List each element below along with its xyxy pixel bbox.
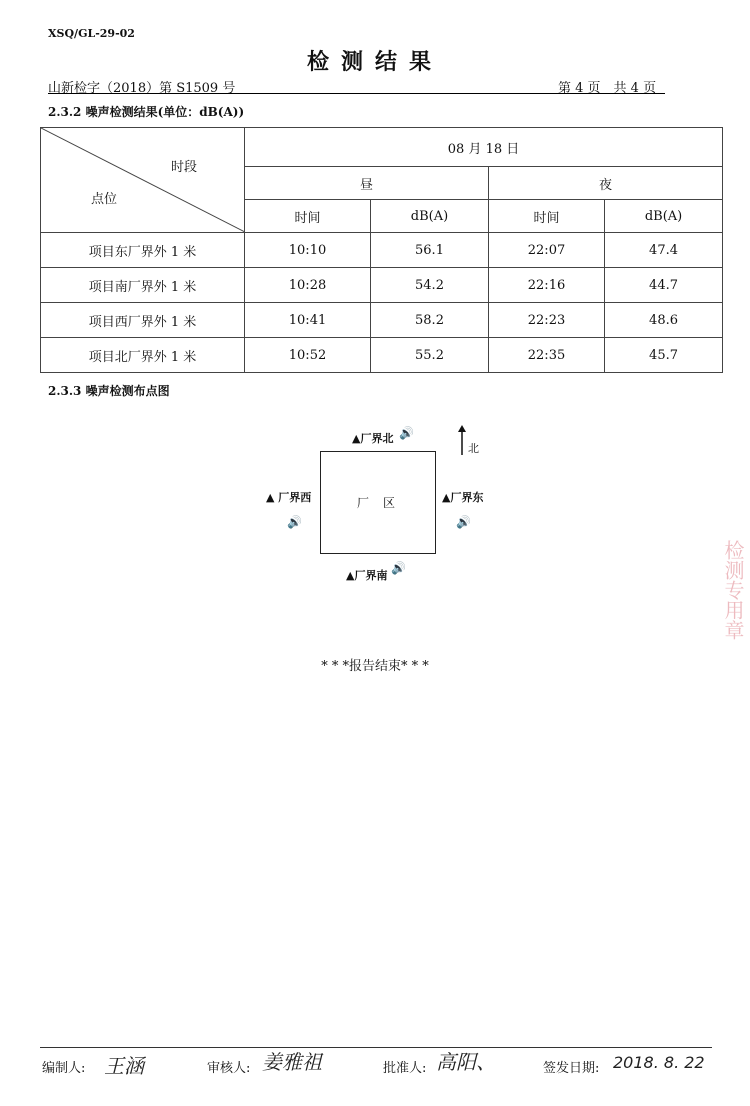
night-header: 夜 <box>489 167 723 200</box>
section-heading-layout: 2.3.3 噪声检测布点图 <box>48 384 170 398</box>
table-row <box>41 233 723 268</box>
approved-by-signature: 高阳、 <box>436 1050 496 1074</box>
cell-day-time: 10:52 <box>245 338 371 373</box>
noise-results-table <box>40 127 723 373</box>
cell-point: 项目北厂界外 1 米 <box>41 338 245 373</box>
cell-day-time: 10:41 <box>245 303 371 338</box>
table-row <box>41 338 723 373</box>
cell-day-db: 55.2 <box>371 338 489 373</box>
corner-label-point: 点位 <box>91 192 118 207</box>
date-header: 08 月 18 日 <box>245 128 723 167</box>
cell-night-db: 47.4 <box>605 233 723 268</box>
cell-day-db: 54.2 <box>371 268 489 303</box>
cell-point: 项目西厂界外 1 米 <box>41 303 245 338</box>
header-divider <box>48 93 665 94</box>
prepared-by-label: 编制人: <box>42 1061 86 1076</box>
cell-night-time: 22:23 <box>489 303 605 338</box>
cell-night-db: 45.7 <box>605 338 723 373</box>
cell-point: 项目东厂界外 1 米 <box>41 233 245 268</box>
issue-date-label: 签发日期: <box>543 1061 600 1076</box>
page-number: 第 4 页 共 4 页 <box>558 81 657 96</box>
reviewed-by-signature: 姜雅祖 <box>262 1050 322 1074</box>
north-arrow <box>457 425 467 459</box>
page-title: 检测结果 <box>306 49 443 75</box>
report-end-marker: * * *报告结束* * * <box>321 659 429 674</box>
approved-by-label: 批准人: <box>383 1061 427 1076</box>
monitor-point-north: ▲厂界北 <box>352 432 394 445</box>
speaker-icon: 🔊 <box>399 426 414 440</box>
cell-night-db: 48.6 <box>605 303 723 338</box>
col-header-day-db: dB(A) <box>371 200 489 233</box>
day-header: 昼 <box>245 167 489 200</box>
seal-stamp-partial: 检测专用章 <box>721 540 745 640</box>
cell-night-time: 22:35 <box>489 338 605 373</box>
north-arrow-icon <box>457 425 467 455</box>
monitor-point-west: ▲ 厂界西 <box>266 491 312 504</box>
table-row <box>41 303 723 338</box>
col-header-night-time: 时间 <box>489 200 605 233</box>
cell-night-time: 22:07 <box>489 233 605 268</box>
speaker-icon: 🔊 <box>456 515 471 529</box>
reviewed-by-label: 审核人: <box>207 1061 251 1076</box>
footer-divider <box>40 1047 712 1048</box>
cell-point: 项目南厂界外 1 米 <box>41 268 245 303</box>
col-header-night-db: dB(A) <box>605 200 723 233</box>
document-code: XSQ/GL-29-02 <box>48 27 135 40</box>
diagonal-line <box>41 128 245 232</box>
speaker-icon: 🔊 <box>287 515 302 529</box>
corner-label-period: 时段 <box>171 160 198 175</box>
monitor-point-east: ▲厂界东 <box>442 491 484 504</box>
north-label: 北 <box>468 442 479 455</box>
cell-day-db: 56.1 <box>371 233 489 268</box>
speaker-icon: 🔊 <box>391 561 406 575</box>
issue-date-value: 2018. 8. 22 <box>613 1053 705 1072</box>
cell-day-time: 10:10 <box>245 233 371 268</box>
plant-area-label: 厂区 <box>357 496 410 510</box>
cell-day-time: 10:28 <box>245 268 371 303</box>
cell-night-db: 44.7 <box>605 268 723 303</box>
section-heading-results: 2.3.2 噪声检测结果(单位：dB(A)) <box>48 105 245 119</box>
report-number: 山新检字（2018）第 S1509 号 <box>48 81 236 96</box>
prepared-by-signature: 王涵 <box>104 1054 144 1078</box>
table-row <box>41 268 723 303</box>
cell-night-time: 22:16 <box>489 268 605 303</box>
cell-day-db: 58.2 <box>371 303 489 338</box>
monitor-point-south: ▲厂界南 <box>346 569 388 582</box>
col-header-day-time: 时间 <box>245 200 371 233</box>
corner-header-cell <box>41 128 245 233</box>
